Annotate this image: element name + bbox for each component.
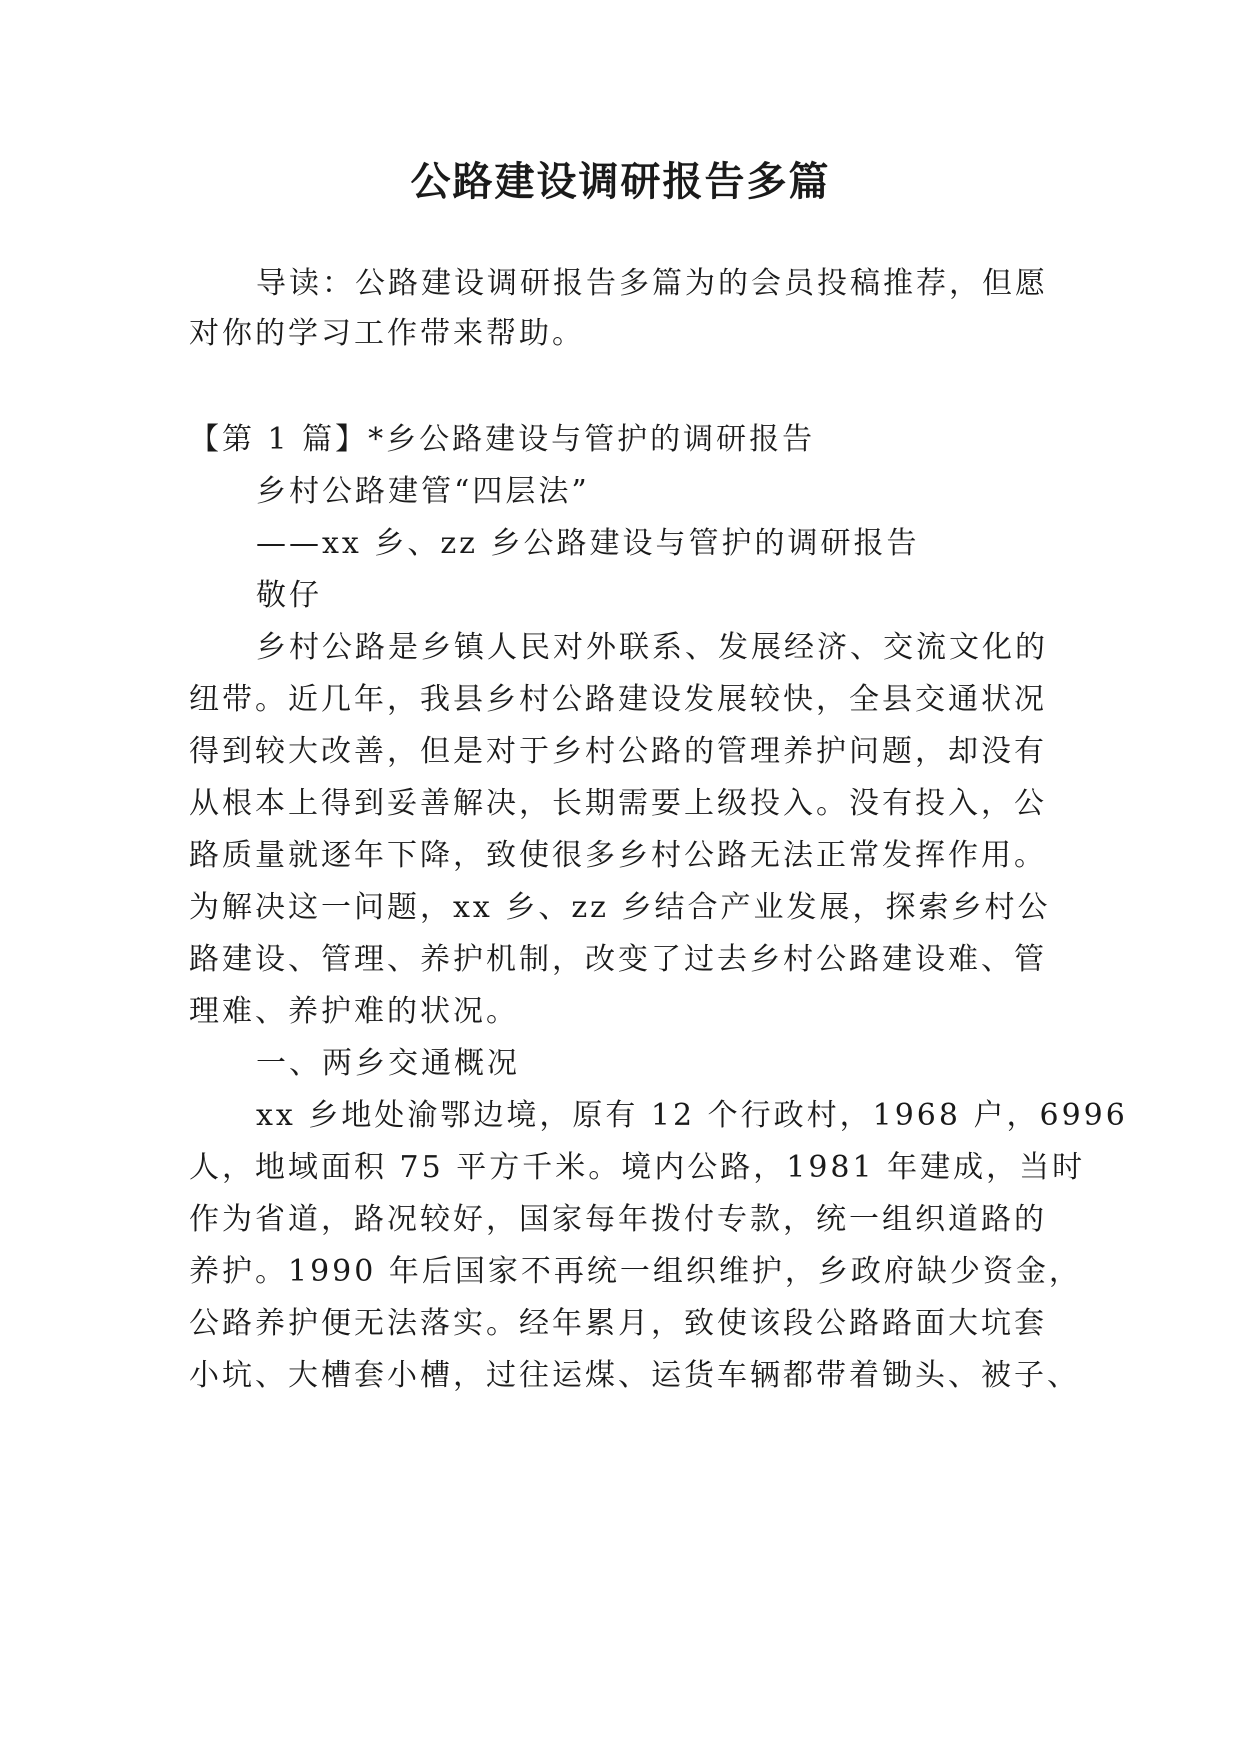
paragraph-line: 纽带。近几年，我县乡村公路建设发展较快，全县交通状况 [189, 682, 1047, 717]
paragraph-line: 作为省道，路况较好，国家每年拨付专款，统一组织道路的 [189, 1202, 1047, 1237]
author: 敬仔 [256, 578, 322, 613]
paragraph-line: 路建设、管理、养护机制，改变了过去乡村公路建设难、管 [189, 942, 1047, 977]
paragraph-line: 乡村公路是乡镇人民对外联系、发展经济、交流文化的 [256, 630, 1048, 665]
intro-line: 导读：公路建设调研报告多篇为的会员投稿推荐，但愿 [256, 266, 1048, 301]
subtitle-secondary: ——xx 乡、zz 乡公路建设与管护的调研报告 [256, 526, 920, 561]
section-subheading: 一、两乡交通概况 [256, 1046, 520, 1081]
paragraph-line: xx 乡地处渝鄂边境，原有 12 个行政村，1968 户，6996 [256, 1098, 1128, 1133]
paragraph-line: 得到较大改善，但是对于乡村公路的管理养护问题，却没有 [189, 734, 1047, 769]
section-heading: 【第 1 篇】*乡公路建设与管护的调研报告 [189, 422, 816, 457]
paragraph-line: 公路养护便无法落实。经年累月，致使该段公路路面大坑套 [189, 1306, 1047, 1341]
paragraph-line: 为解决这一问题，xx 乡、zz 乡结合产业发展，探索乡村公 [189, 890, 1051, 925]
paragraph-line: 从根本上得到妥善解决，长期需要上级投入。没有投入，公 [189, 786, 1047, 821]
intro-line: 对你的学习工作带来帮助。 [189, 316, 585, 351]
paragraph-line: 人，地域面积 75 平方千米。境内公路，1981 年建成，当时 [189, 1150, 1086, 1185]
paragraph-line: 理难、养护难的状况。 [189, 994, 519, 1029]
document-title: 公路建设调研报告多篇 [410, 159, 831, 205]
subtitle: 乡村公路建管“四层法” [256, 474, 590, 509]
paragraph-line: 养护。1990 年后国家不再统一组织维护，乡政府缺少资金， [189, 1254, 1082, 1289]
paragraph-line: 路质量就逐年下降，致使很多乡村公路无法正常发挥作用。 [189, 838, 1047, 873]
paragraph-line: 小坑、大槽套小槽，过往运煤、运货车辆都带着锄头、被子、 [189, 1358, 1080, 1393]
